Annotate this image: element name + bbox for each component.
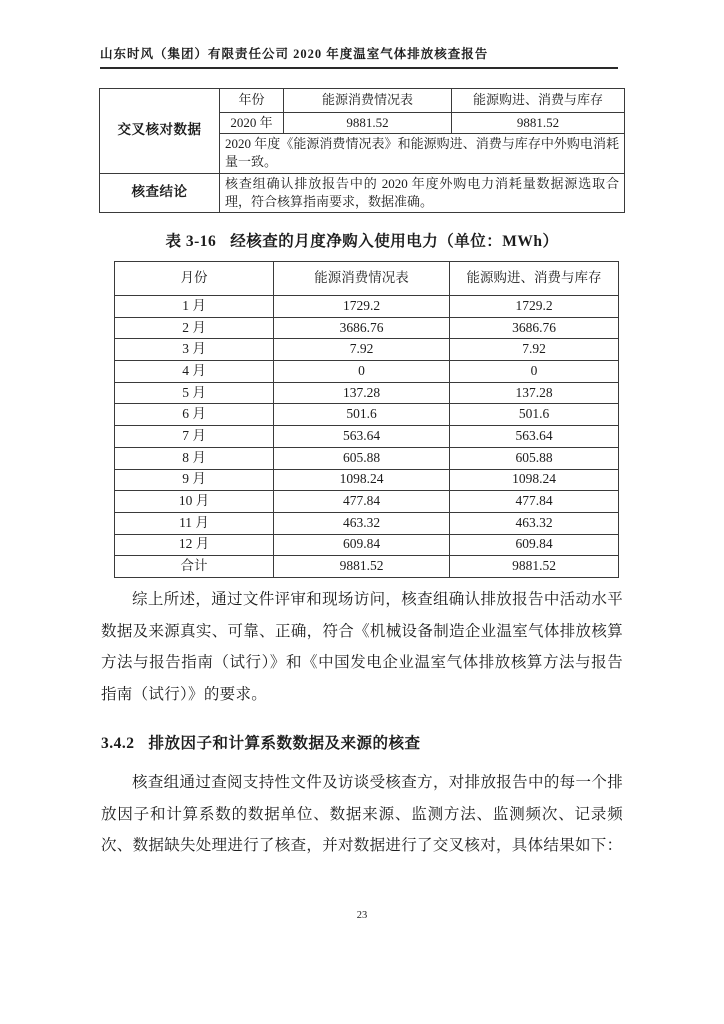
value-cell: 137.28: [274, 382, 450, 404]
table-row: [115, 534, 619, 556]
column-header-purchase-inventory: 能源购进、消费与库存: [452, 89, 625, 113]
column-header-purchase-inventory: 能源购进、消费与库存: [450, 262, 619, 296]
column-header-month: 月份: [115, 262, 274, 296]
month-cell: 9 月: [115, 469, 274, 491]
value-cell: 477.84: [450, 491, 619, 513]
table-caption: [0, 229, 724, 251]
cross-check-row-label: 交叉核对数据: [100, 89, 220, 174]
value-cell: 501.6: [274, 404, 450, 426]
table-row: [115, 404, 619, 426]
value-cell: 137.28: [450, 382, 619, 404]
total-value-cell: 9881.52: [450, 556, 619, 578]
total-row-label: 合计: [115, 556, 274, 578]
month-cell: 12 月: [115, 534, 274, 556]
table-header-row: [115, 262, 619, 296]
summary-paragraph: 综上所述，通过文件评审和现场访问，核查组确认排放报告中活动水平数据及来源真实、可靠、正确，符合《机械设备制造企业温室气体排放核算方法与报告指南（试行）》和《中国发电企业温室气体排放核算方法与报告指南（试行）》的要求。: [101, 591, 623, 703]
value-cell: 9881.52: [284, 113, 452, 134]
value-cell: 0: [450, 361, 619, 383]
table-row: [115, 491, 619, 513]
table-row: [115, 447, 619, 469]
table-row: [115, 361, 619, 383]
month-cell: 5 月: [115, 382, 274, 404]
value-cell: 3686.76: [450, 317, 619, 339]
table-row: [115, 469, 619, 491]
month-cell: 4 月: [115, 361, 274, 383]
value-cell: 609.84: [450, 534, 619, 556]
column-header-consumption-table: 能源消费情况表: [284, 89, 452, 113]
value-cell: 563.64: [274, 426, 450, 448]
value-cell: 3686.76: [274, 317, 450, 339]
table-row: [100, 173, 625, 212]
month-cell: 10 月: [115, 491, 274, 513]
conclusion-row-label: 核查结论: [100, 173, 220, 212]
section-heading: [101, 731, 623, 753]
running-header: [100, 44, 618, 69]
value-cell: 1098.24: [274, 469, 450, 491]
month-cell: 8 月: [115, 447, 274, 469]
section-title: 排放因子和计算系数数据及来源的核查: [148, 735, 421, 752]
total-value-cell: 9881.52: [274, 556, 450, 578]
section-number: 3.4.2: [101, 735, 135, 752]
value-cell: 463.32: [274, 512, 450, 534]
table-row: [115, 339, 619, 361]
value-cell: 605.88: [450, 447, 619, 469]
year-cell: 2020 年: [220, 113, 284, 134]
value-cell: 0: [274, 361, 450, 383]
value-cell: 7.92: [450, 339, 619, 361]
section-intro-paragraph: 核查组通过查阅支持性文件及访谈受核查方，对排放报告中的每一个排放因子和计算系数的数据单位、数据来源、监测方法、监测频次、记录频次、数据缺失处理进行了核查，并对数据进行了交叉核对，具体结果如下：: [101, 774, 623, 855]
conclusion-cell: 核查组确认排放报告中的 2020 年度外购电力消耗量数据源选取合理，符合核算指南要求，数据准确。: [220, 173, 625, 212]
month-cell: 2 月: [115, 317, 274, 339]
month-cell: 1 月: [115, 296, 274, 318]
cross-check-table: [99, 88, 625, 213]
value-cell: 9881.52: [452, 113, 625, 134]
table-caption-title: 经核查的月度净购入使用电力（单位：MWh）: [230, 233, 559, 250]
value-cell: 463.32: [450, 512, 619, 534]
table-row: [115, 382, 619, 404]
table-row: [100, 89, 625, 113]
table-row: [115, 556, 619, 578]
value-cell: 609.84: [274, 534, 450, 556]
monthly-electricity-table: [114, 261, 619, 578]
running-header-title: 山东时风（集团）有限责任公司 2020 年度温室气体排放核查报告: [100, 47, 489, 61]
table-row: [115, 317, 619, 339]
page-number: 23: [356, 910, 368, 921]
value-cell: 1098.24: [450, 469, 619, 491]
column-header-consumption-table: 能源消费情况表: [274, 262, 450, 296]
table-row: [115, 512, 619, 534]
table-row: [115, 426, 619, 448]
month-cell: 11 月: [115, 512, 274, 534]
value-cell: 7.92: [274, 339, 450, 361]
table-row: [115, 296, 619, 318]
value-cell: 501.6: [450, 404, 619, 426]
value-cell: 1729.2: [450, 296, 619, 318]
value-cell: 1729.2: [274, 296, 450, 318]
column-header-year: 年份: [220, 89, 284, 113]
value-cell: 605.88: [274, 447, 450, 469]
value-cell: 477.84: [274, 491, 450, 513]
month-cell: 3 月: [115, 339, 274, 361]
consistency-note-cell: 2020 年度《能源消费情况表》和能源购进、消费与库存中外购电消耗量一致。: [220, 134, 625, 173]
month-cell: 6 月: [115, 404, 274, 426]
month-cell: 7 月: [115, 426, 274, 448]
value-cell: 563.64: [450, 426, 619, 448]
table-caption-label: 表 3-16: [165, 233, 217, 250]
